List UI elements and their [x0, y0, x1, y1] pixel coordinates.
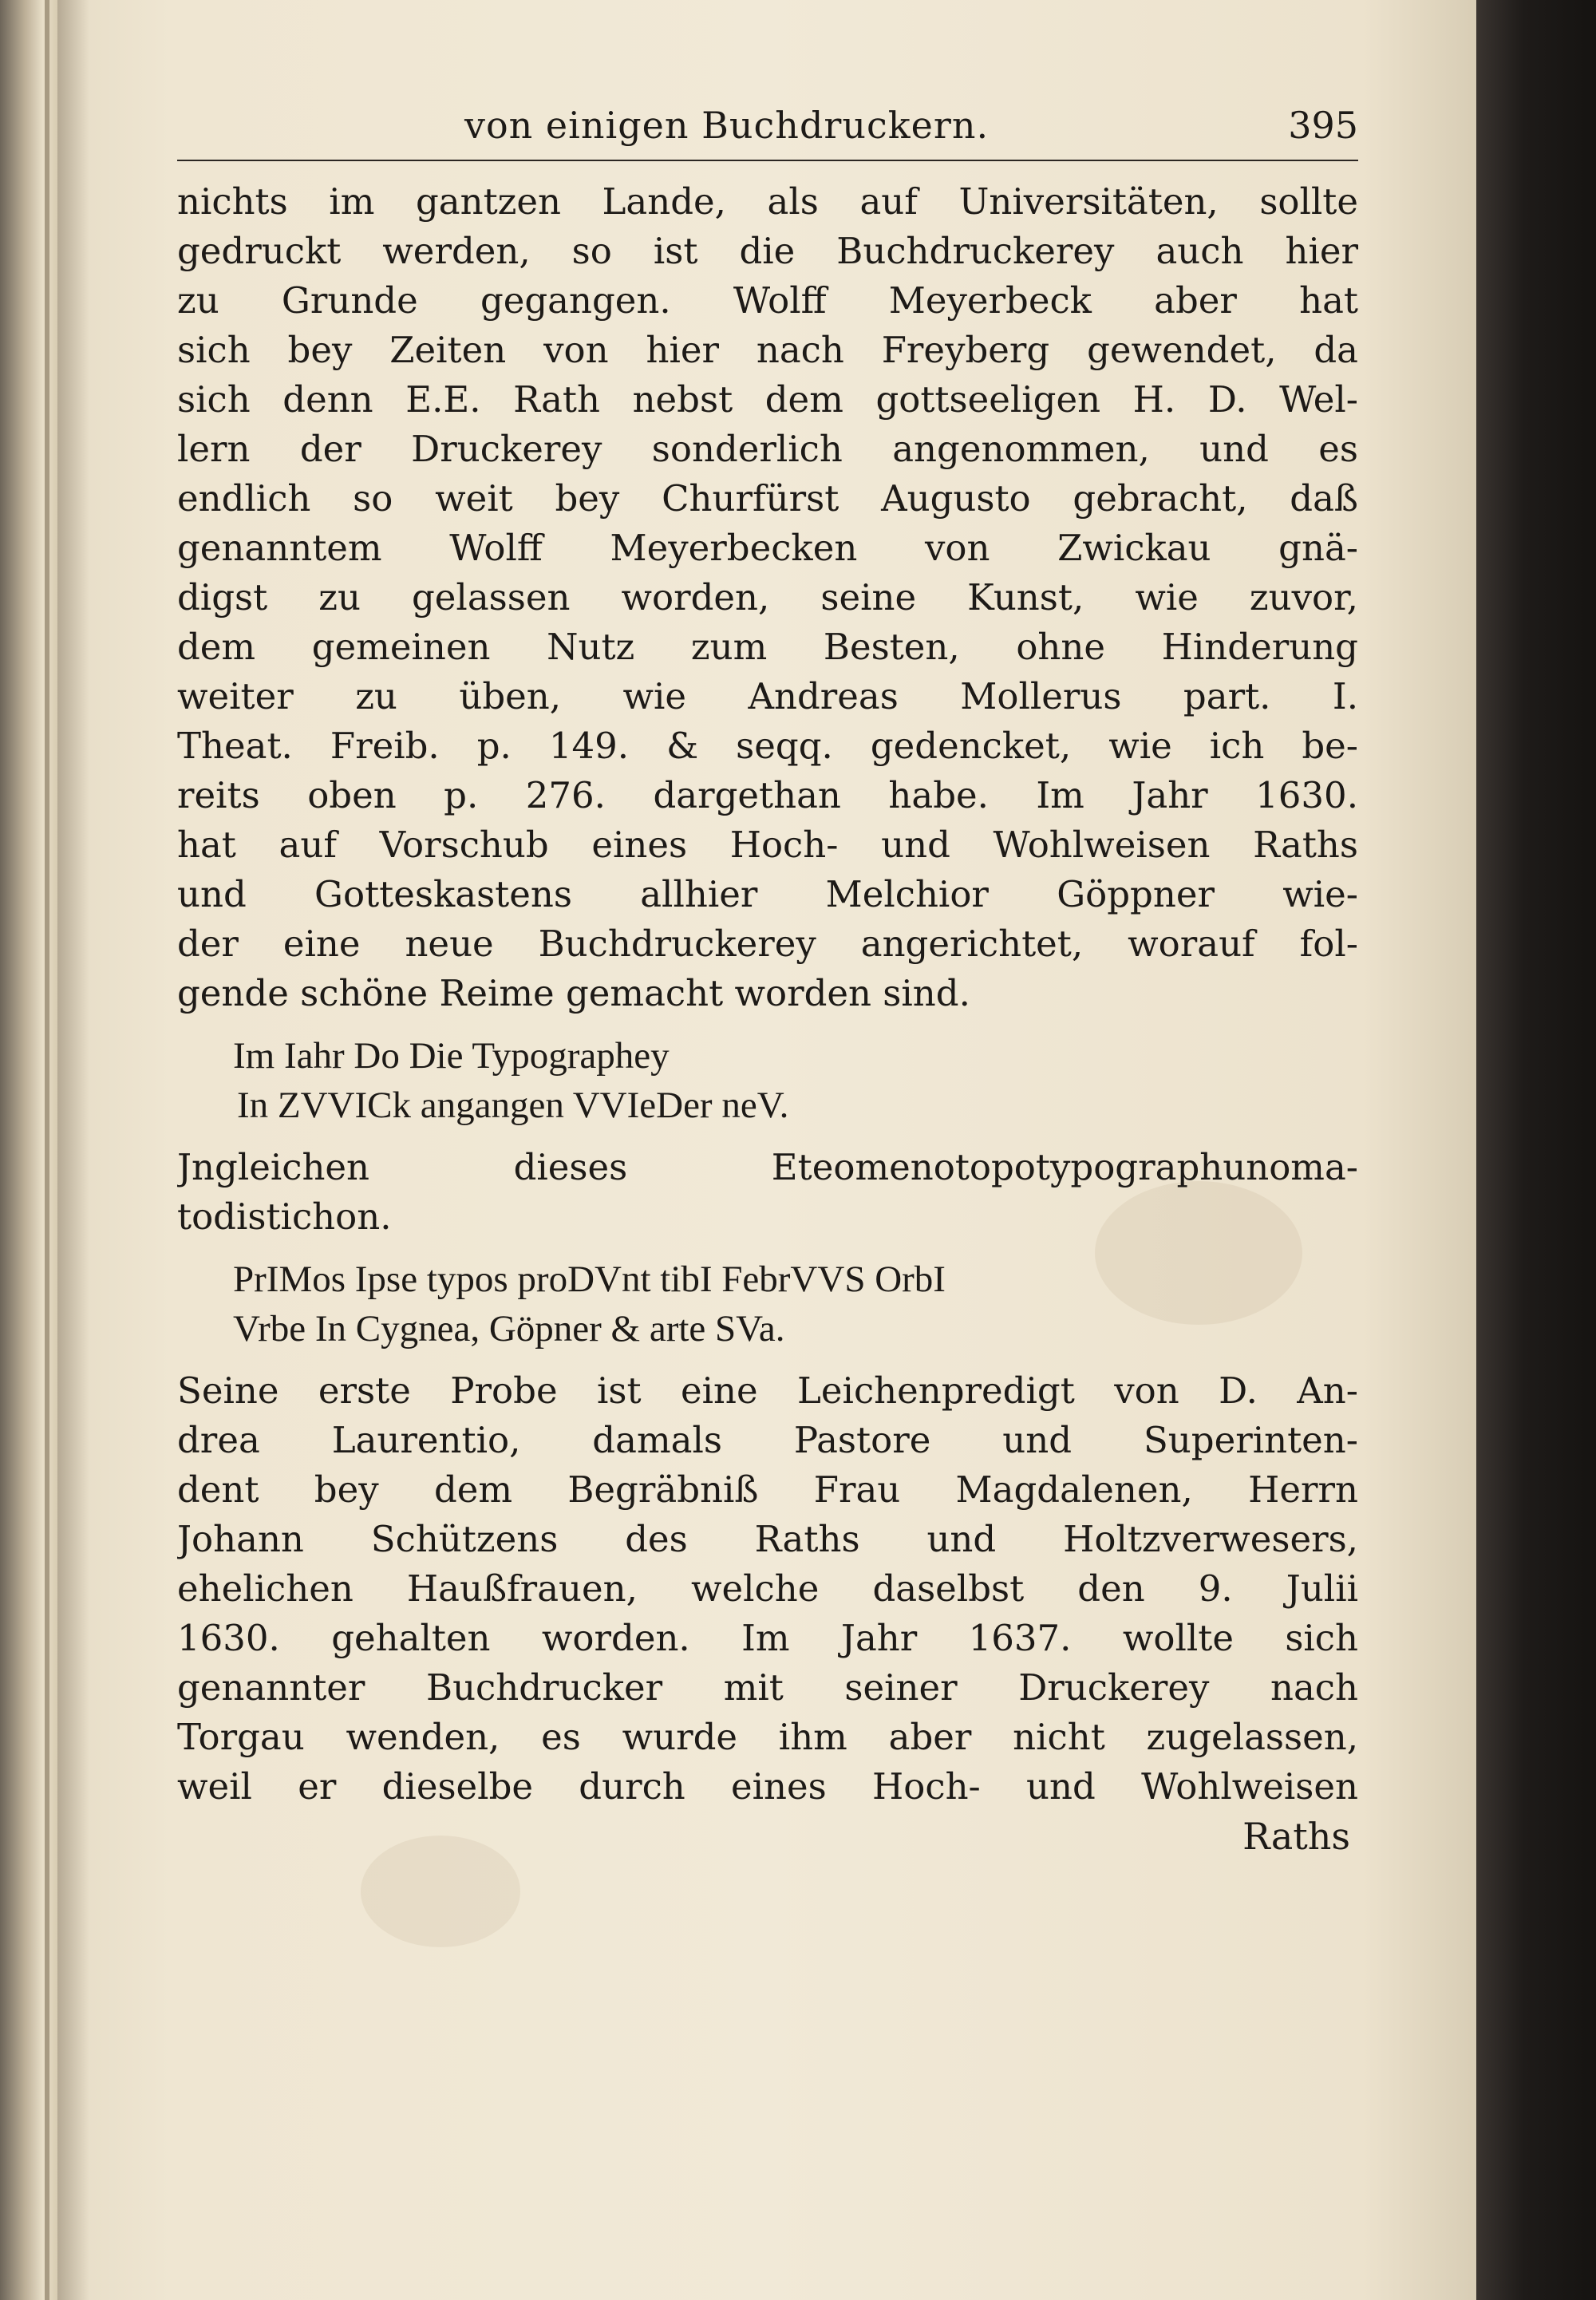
text-line: dem gemeinen Nutz zum Besten, ohne Hinderung: [177, 626, 1358, 668]
text-line: Torgau wenden, es wurde ihm aber nicht zugelassen,: [177, 1716, 1358, 1758]
body-text: [177, 177, 1358, 1861]
facing-page-edge: [0, 0, 57, 2300]
distich-verse-line: PrIMos Ipse typos proDVnt tibI FebrVVS OrbI: [233, 1259, 946, 1300]
text-line: dent bey dem Begräbniß Frau Magdalenen, Herrn: [177, 1468, 1358, 1511]
text-line: Theat. Freib. p. 149. & seqq. gedencket, wie ich be-: [177, 725, 1358, 767]
page-content: [177, 88, 1358, 1858]
catchword: Raths: [1242, 1815, 1350, 1858]
chronogram-verse-line: Im Iahr Do Die Typographey: [233, 1035, 670, 1077]
text-line: der eine neue Buchdruckerey angerichtet, worauf fol-: [177, 923, 1358, 965]
gutter-shadow: [57, 0, 89, 2300]
text-line: Seine erste Probe ist eine Leichenpredigt von D. An-: [177, 1369, 1358, 1412]
text-line: endlich so weit bey Churfürst Augusto gebracht, daß: [177, 477, 1358, 520]
text-line: lern der Druckerey sonderlich angenommen, und es: [177, 428, 1358, 470]
text-line: weiter zu üben, wie Andreas Mollerus part. I.: [177, 675, 1358, 717]
spacer: [177, 1242, 1358, 1255]
text-line: gedruckt werden, so ist die Buchdruckerey auch hier: [177, 230, 1358, 272]
page-number: 395: [1288, 104, 1358, 147]
text-line: Jngleichen dieses Eteomenotopotypographunoma-: [177, 1146, 1358, 1188]
text-line: reits oben p. 276. dargethan habe. Im Jahr 1630.: [177, 774, 1358, 816]
text-line: drea Laurentio, damals Pastore und Superinten-: [177, 1419, 1358, 1461]
text-line: ehelichen Haußfrauen, welche daselbst den 9. Julii: [177, 1567, 1358, 1610]
text-line: weil er dieselbe durch eines Hoch- und Wohlweisen: [177, 1765, 1358, 1808]
background-dark: [1476, 0, 1596, 2300]
text-line: gende schöne Reime gemacht worden sind.: [177, 972, 970, 1014]
book-page: [57, 0, 1476, 2300]
spacer: [177, 1018, 1358, 1031]
text-line: sich bey Zeiten von hier nach Freyberg gewendet, da: [177, 329, 1358, 371]
chronogram-verse-line: In ZVVICk angangen VVIeDer neV.: [237, 1085, 789, 1126]
text-line: sich denn E.E. Rath nebst dem gottseeligen H. D. Wel-: [177, 378, 1358, 421]
spacer: [177, 1354, 1358, 1366]
book-gutter: [45, 0, 49, 2300]
text-line: genannter Buchdrucker mit seiner Druckerey nach: [177, 1666, 1358, 1709]
text-line: hat auf Vorschub eines Hoch- und Wohlweisen Raths: [177, 824, 1358, 866]
header-rule: [177, 160, 1358, 161]
running-head: von einigen Buchdruckern.: [464, 104, 990, 147]
text-line: zu Grunde gegangen. Wolff Meyerbeck aber hat: [177, 279, 1358, 322]
text-line: Johann Schützens des Raths und Holtzverwesers,: [177, 1518, 1358, 1560]
page-header: [177, 88, 1358, 160]
text-line: nichts im gantzen Lande, als auf Universitäten, sollte: [177, 180, 1358, 223]
text-line: 1630. gehalten worden. Im Jahr 1637. wollte sich: [177, 1617, 1358, 1659]
text-line: todistichon.: [177, 1195, 392, 1238]
spacer: [177, 1130, 1358, 1143]
text-line: digst zu gelassen worden, seine Kunst, wie zuvor,: [177, 576, 1358, 618]
distich-verse-line: Vrbe In Cygnea, Göpner & arte SVa.: [233, 1308, 785, 1350]
text-line: genanntem Wolff Meyerbecken von Zwickau gnä-: [177, 527, 1358, 569]
text-line: und Gotteskastens allhier Melchior Göppner wie-: [177, 873, 1358, 915]
